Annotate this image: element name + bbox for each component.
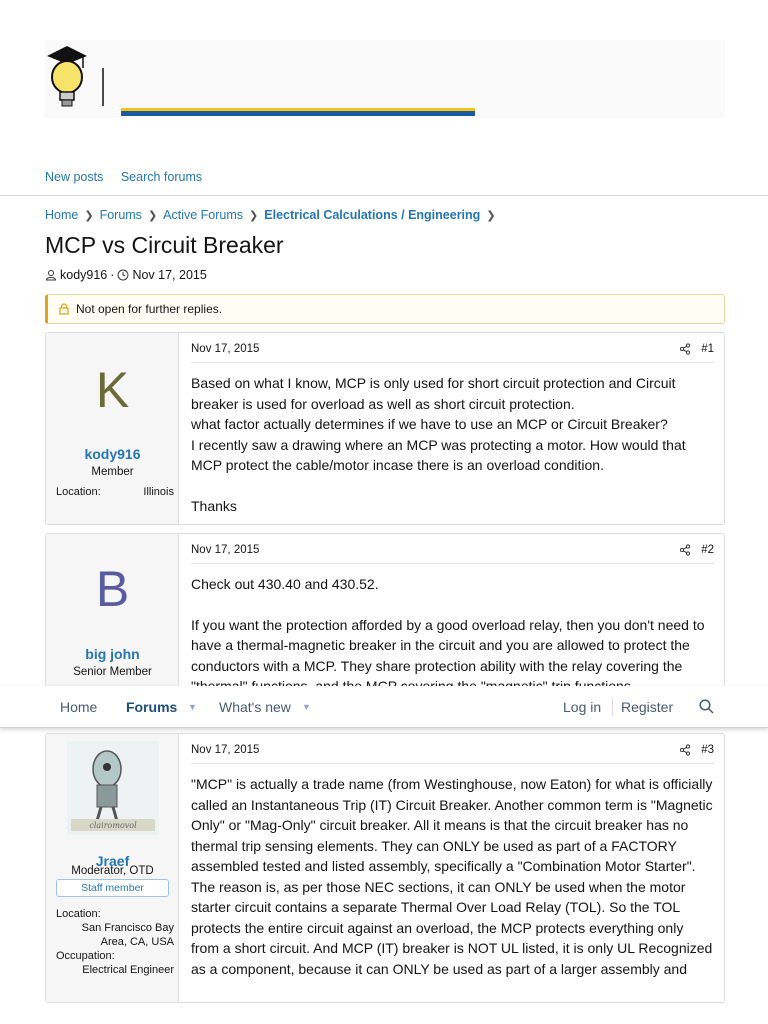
post-line: what factor actually determines if we have to use an MCP or Circuit Breaker? — [191, 416, 668, 432]
sub-navigation — [45, 170, 216, 184]
breadcrumb — [45, 208, 502, 222]
post-paragraph: Check out 430.40 and 430.52. — [191, 576, 379, 592]
breadcrumb-forums[interactable]: Forums — [99, 208, 142, 222]
post-header — [191, 744, 714, 764]
post-user-panel — [46, 734, 179, 1002]
post-user-panel — [46, 333, 179, 524]
register-link[interactable]: Register — [621, 698, 674, 715]
share-icon[interactable] — [679, 343, 691, 355]
notice-text: Not open for further replies. — [76, 302, 223, 316]
chevron-down-icon[interactable]: ▼ — [188, 701, 197, 712]
location-label: Location: — [56, 486, 101, 498]
breadcrumb-active-forums[interactable]: Active Forums — [163, 208, 244, 222]
post-number[interactable]: #1 — [701, 343, 714, 355]
occupation-label: Occupation: — [56, 950, 115, 962]
chevron-right-icon: ❯ — [486, 209, 496, 222]
share-icon[interactable] — [679, 744, 691, 756]
avatar[interactable]: K — [95, 362, 130, 418]
chevron-right-icon: ❯ — [147, 209, 158, 222]
post-header — [191, 544, 714, 564]
post-content — [191, 373, 714, 516]
divider — [0, 195, 768, 196]
user-title: Senior Member — [73, 666, 152, 678]
thread-locked-notice — [45, 294, 725, 324]
thread-date[interactable]: Nov 17, 2015 — [132, 268, 207, 282]
post-number[interactable]: #2 — [701, 544, 714, 556]
breadcrumb-electrical[interactable]: Electrical Calculations / Engineering — [264, 208, 481, 222]
post-body — [179, 534, 724, 692]
sticky-navigation — [0, 686, 768, 728]
login-link[interactable]: Log in — [563, 698, 602, 715]
post-line: Based on what I know, MCP is only used for short circuit protection and Circuit breaker is used for overload as well as short circuit protection. — [191, 375, 676, 412]
username[interactable]: big john — [85, 646, 140, 662]
search-forums-link[interactable]: Search forums — [120, 170, 203, 184]
post-body — [179, 333, 724, 524]
nav-forums[interactable]: Forums — [126, 698, 178, 715]
post-2 — [45, 533, 725, 693]
chevron-right-icon: ❯ — [249, 209, 259, 222]
occupation-value: Electrical Engineer — [82, 964, 174, 976]
meta-separator: · — [110, 268, 115, 282]
user-icon — [45, 269, 57, 281]
post-content — [191, 574, 714, 697]
post-content — [191, 774, 714, 994]
page-title: MCP vs Circuit Breaker — [45, 232, 284, 258]
share-icon[interactable] — [679, 544, 691, 556]
clock-icon — [117, 269, 129, 281]
username[interactable]: Jraef — [95, 853, 130, 869]
header-banner — [45, 40, 725, 118]
post-number[interactable]: #3 — [701, 744, 714, 756]
chevron-down-icon[interactable]: ▼ — [302, 701, 311, 712]
post-1 — [45, 332, 725, 525]
breadcrumb-home[interactable]: Home — [45, 208, 79, 222]
thread-meta — [45, 268, 207, 282]
user-info — [56, 907, 174, 977]
post-paragraph: "MCP" is actually a trade name (from Westinghouse, now Eaton) for what is officially called an Instantaneous Trip (IT) Circuit Breaker. Another common term is "Magnetic Only" or "Mag-Only" circuit breaker. All it means is that the circuit breaker has no thermal trip sensing elements. They can ONLY be used as part of a FACTORY assembled tested and listed assembly, specifically a "Combination Motor Starter". The reason is, as per those NEC sections, it can ONLY be used when the motor starter circuit contains a separate Thermal Over Load Relay (TOL). So the TOL protects the entire circuit against an overload, the MCP protects everything only from a short circuit. And MCP (IT) breaker is NOT UL listed, it is only UL Recognized as a component, because it can ONLY be used as part of a larger assembly and — [191, 776, 713, 977]
avatar[interactable] — [67, 741, 159, 835]
post-date[interactable]: Nov 17, 2015 — [191, 343, 260, 355]
thread-author[interactable]: kody916 — [60, 268, 108, 282]
staff-badge: Staff member — [56, 879, 169, 897]
post-date[interactable]: Nov 17, 2015 — [191, 744, 260, 756]
post-line: Thanks — [191, 497, 237, 514]
nav-divider — [612, 698, 613, 716]
post-body — [179, 734, 724, 1002]
svg-text:clairomovol: clairomovol — [89, 821, 137, 830]
post-header — [191, 343, 714, 363]
lock-icon — [58, 303, 70, 315]
user-title: Moderator, OTD — [71, 865, 154, 877]
logo-stripe-blue — [121, 111, 475, 116]
new-posts-link[interactable]: New posts — [45, 170, 104, 184]
user-title: Member — [91, 466, 134, 478]
post-line: I recently saw a drawing where an MCP was protecting a motor. How would that MCP protect the cable/motor incase there is an overload condition. — [191, 436, 686, 473]
post-3 — [45, 733, 725, 1003]
location-label: Location: — [56, 908, 101, 920]
avatar[interactable]: B — [95, 561, 130, 617]
nav-home[interactable]: Home — [60, 698, 98, 715]
username[interactable]: kody916 — [84, 446, 141, 462]
lightbulb-graduate-logo[interactable] — [45, 44, 107, 116]
user-info — [56, 486, 174, 498]
location-value: Illinois — [143, 486, 174, 498]
nav-whats-new[interactable]: What's new — [219, 698, 291, 715]
location-value: San Francisco Bay Area, CA, USA — [81, 922, 174, 948]
post-date[interactable]: Nov 17, 2015 — [191, 544, 260, 556]
post-paragraph: If you want the protection afforded by a good overload relay, then you don't need to have a thermal-magnetic breaker in the circuit and you are allowed to protect the conductors with a MCP. They share protection ability with the relay covering the — [191, 616, 705, 674]
chevron-right-icon: ❯ — [84, 209, 94, 222]
search-icon[interactable] — [699, 699, 714, 714]
post-user-panel — [46, 534, 179, 692]
